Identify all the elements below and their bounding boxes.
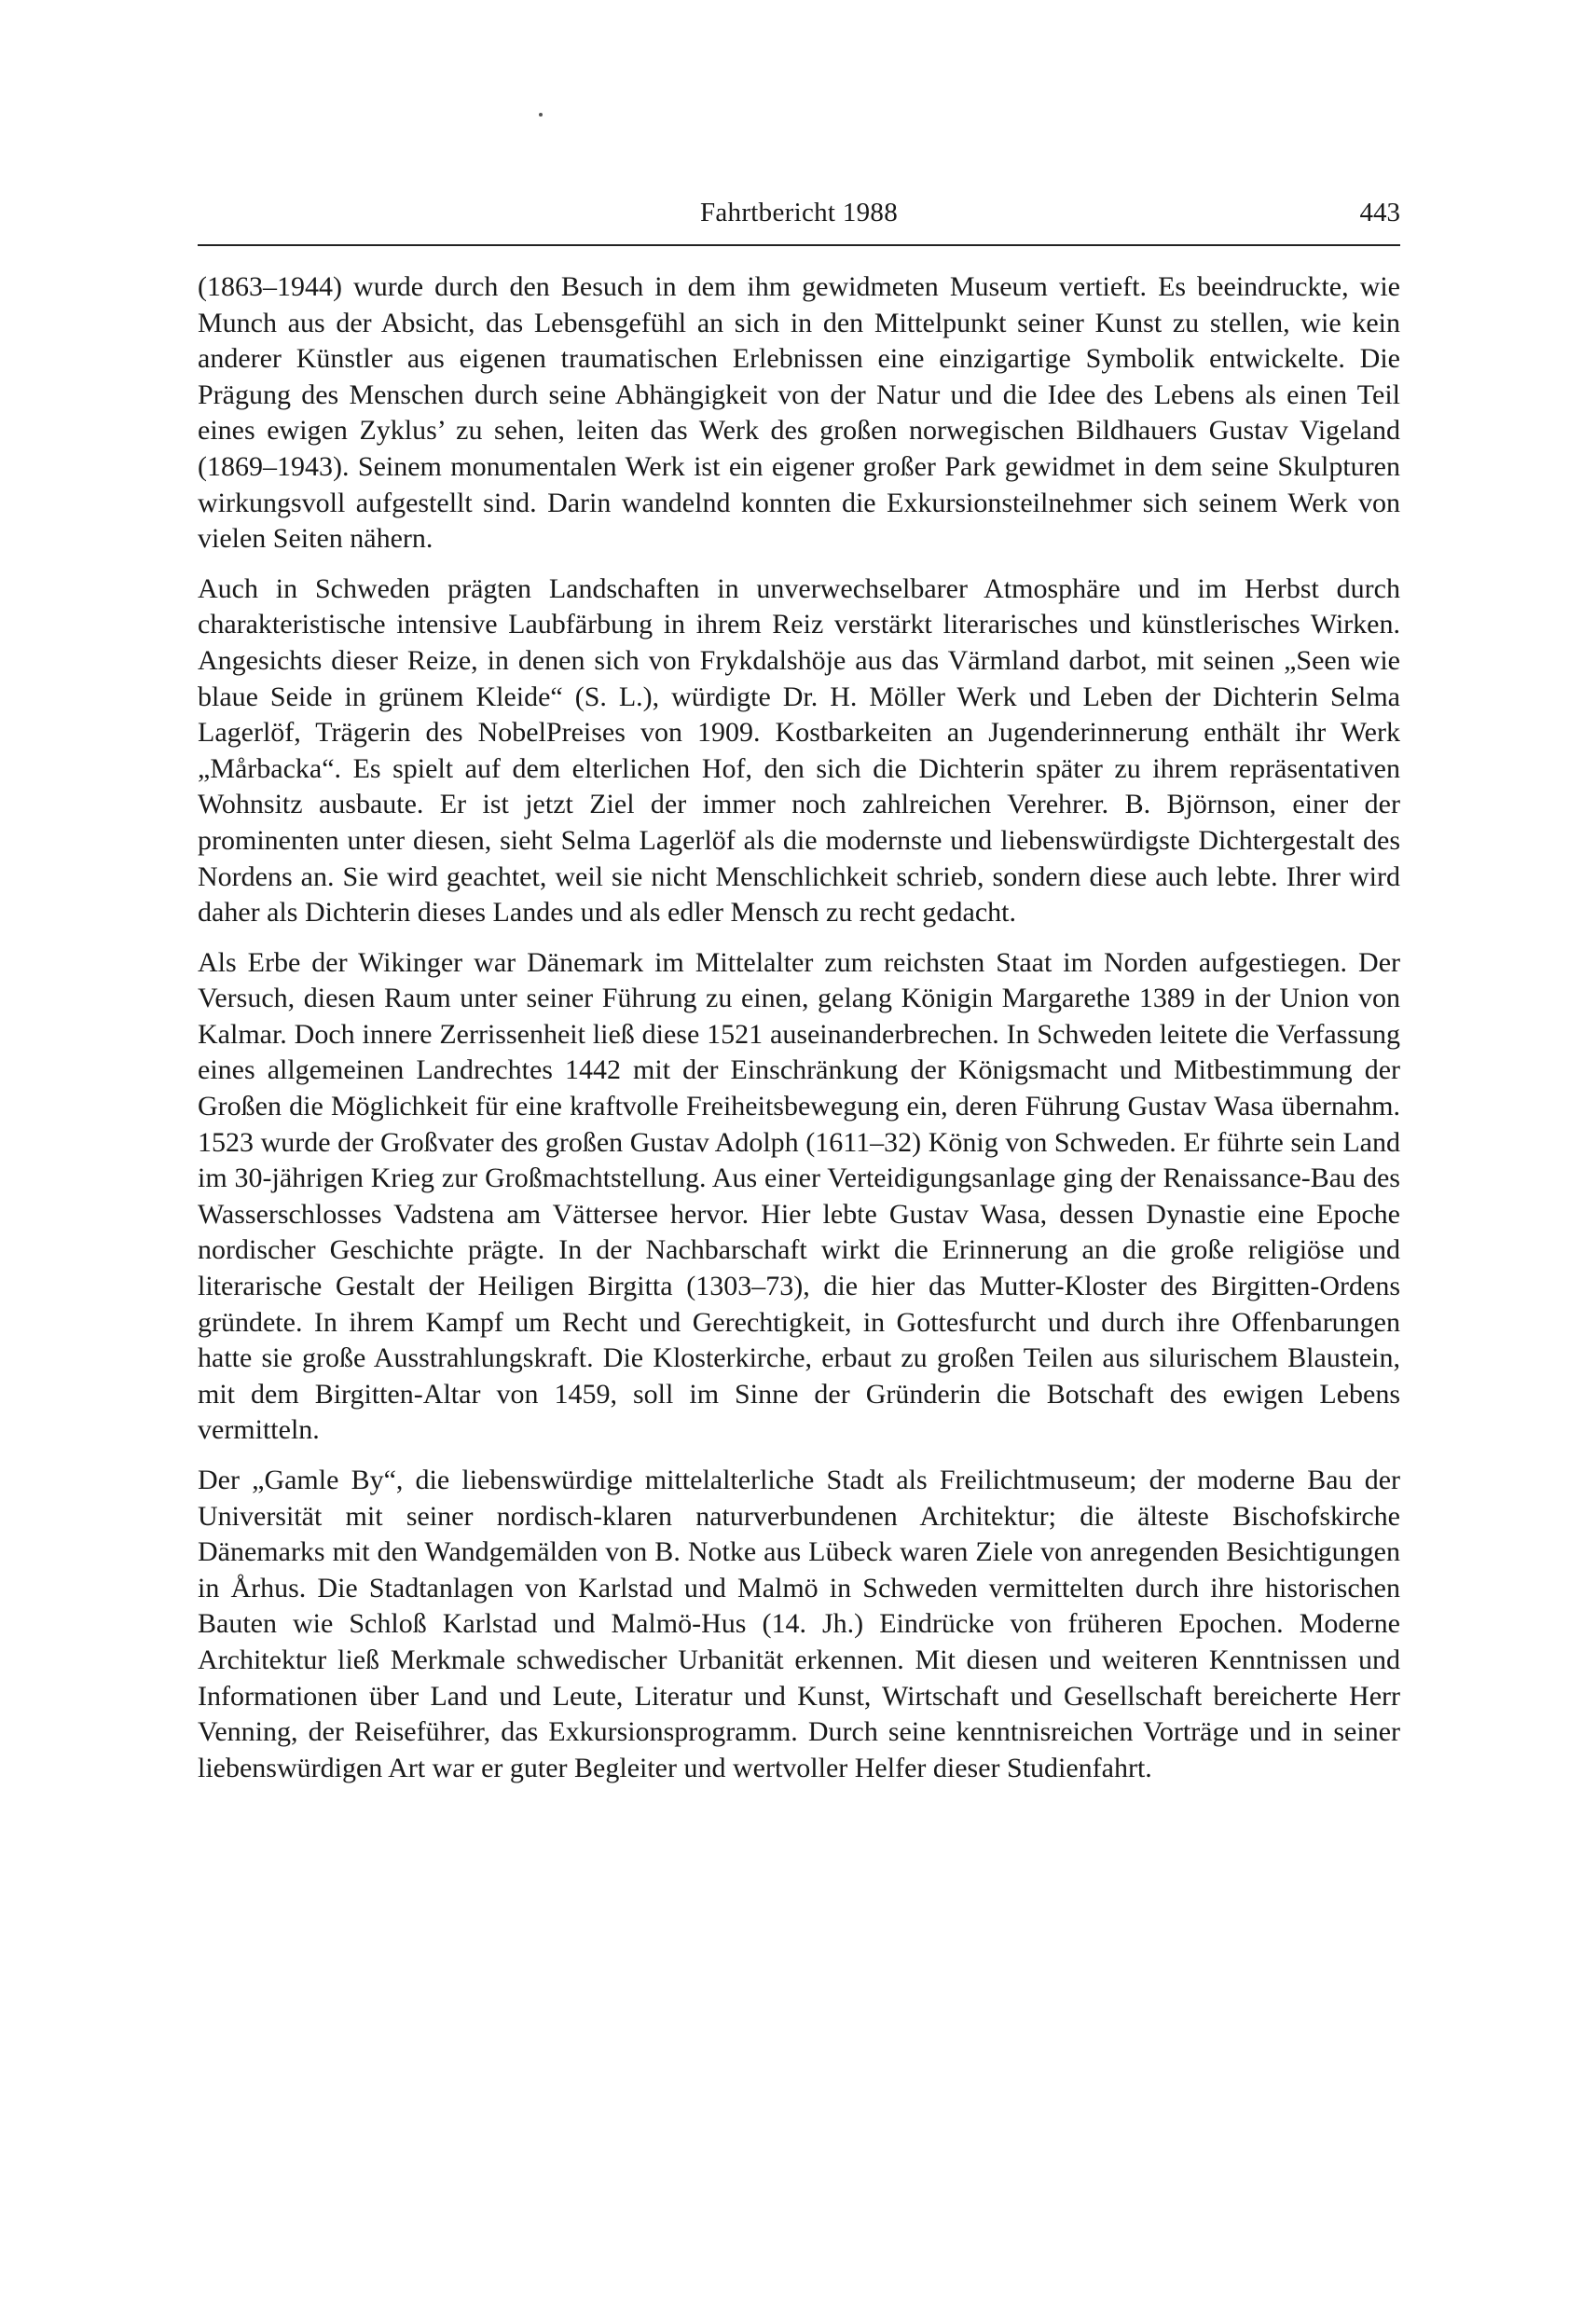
running-title: Fahrtbericht 1988: [699, 198, 899, 227]
header-rule: [198, 244, 1400, 246]
paragraph-cities: Der „Gamle By“, die liebenswürdige mittelalterliche Stadt als Freilichtmuseum; der moderne Bau der Universität mit seiner nordisch-klaren naturverbundenen Architektur; die älteste Bischofskirche Dänemarks mit den Wandgemälden von B. Notke aus Lübeck waren Ziele von anregenden Besichtigungen in Århus. Die Stadtanlagen von Karlstad und Malmö in Schweden vermittelten durch ihre historischen Bauten wie Schloß Karlstad und Malmö-Hus (14. Jh.) Eindrücke von früheren Epochen. Moderne Architektur ließ Merkmale schwedischer Urbanität erkennen. Mit diesen und weiteren Kenntnissen und Informationen über Land und Leute, Literatur und Kunst, Wirtschaft und Gesellschaft bereicherte Herr Venning, der Reiseführer, das Exkursionsprogramm. Durch seine kenntnisreichen Vorträge und in seiner liebenswürdigen Art war er guter Begleiter und wertvoller Helfer dieser Studienfahrt.: [198, 1465, 1400, 1783]
paragraph-munch-vigeland: (1863–1944) wurde durch den Besuch in dem ihm gewidmeten Museum vertieft. Es beeindruckte, wie Munch aus der Absicht, das Lebensgefühl an sich in den Mittelpunkt seiner Kunst zu stellen, wie kein anderer Künstler aus eigenen traumatischen Erlebnissen eine einzigartige Symbolik entwickelte. Die Prägung des Menschen durch seine Abhängigkeit von der Natur und die Idee des Lebens als einen Teil eines ewigen Zyklus’ zu sehen, leiten das Werk des großen norwegischen Bildhauers Gustav Vigeland (1869–1943). Seinem monumentalen Werk ist ein eigener großer Park gewidmet in dem seine Skulpturen wirkungsvoll aufgestellt sind. Darin wandelnd konnten die Exkursionsteilnehmer sich seinem Werk von vielen Seiten nähern.: [198, 271, 1400, 555]
body-text: [198, 269, 1400, 1800]
paragraph-history: Als Erbe der Wikinger war Dänemark im Mittelalter zum reichsten Staat im Norden aufgestiegen. Der Versuch, diesen Raum unter seiner Führung zu einen, gelang Königin Margarethe 1389 in der Union von Kalmar. Doch innere Zerrissenheit ließ diese 1521 auseinanderbrechen. In Schweden leitete die Verfassung eines allgemeinen Landrechtes 1442 mit der Einschränkung der Königsmacht und Mitbestimmung der Großen die Möglichkeit für eine kraftvolle Freiheitsbewegung ein, deren Führung Gustav Wasa übernahm. 1523 wurde der Großvater des großen Gustav Adolph (1611–32) König von Schweden. Er führte sein Land im 30-jährigen Krieg zur Großmachtstellung. Aus einer Verteidigungsanlage ging der Renaissance-Bau des Wasserschlosses Vadstena am Vättersee hervor. Hier lebte Gustav Wasa, dessen Dynastie eine Epoche nordischer Geschichte prägte. In der Nachbarschaft wirkt die Erinnerung an die große religiöse und literarische Gestalt der Heiligen Birgitta (1303–73), die hier das Mutter-Kloster des Birgitten-Ordens gründete. In ihrem Kampf um Recht und Gerechtigkeit, in Gottesfurcht und durch ihre Offenbarungen hatte sie große Ausstrahlungskraft. Die Klosterkirche, erbaut zu großen Teilen aus silurischem Blaustein, mit dem Birgitten-Altar von 1459, soll im Sinne der Gründerin die Botschaft des ewigen Lebens vermitteln.: [198, 946, 1400, 1446]
scan-speck: [539, 113, 543, 117]
paragraph-lagerloef: Auch in Schweden prägten Landschaften in unverwechselbarer Atmosphäre und im Herbst durch charakteristische intensive Laubfärbung in ihrem Reiz verstärkt literarisches und künstlerisches Wirken. Angesichts dieser Reize, in denen sich von Frykdalshöje aus das Värmland darbot, mit seinen „Seen wie blaue Seide in grünem Kleide“ (S. L.), würdigte Dr. H. Möller Werk und Leben der Dichterin Selma Lagerlöf, Trägerin des NobelPreises von 1909. Kostbarkeiten an Jugenderinnerung enthält ihr Werk „Mårbacka“. Es spielt auf dem elterlichen Hof, den sich die Dichterin später zu ihrem repräsentativen Wohnsitz ausbaute. Er ist jetzt Ziel der immer noch zahlreichen Verehrer. B. Björnson, einer der prominenten unter diesen, sieht Selma Lagerlöf als die modernste und liebenswürdigste Dichtergestalt des Nordens an. Sie wird geachtet, weil sie nicht Menschlichkeit schrieb, sondern diese auch lebte. Ihrer wird daher als Dichterin dieses Landes und als edler Mensch zu recht gedacht.: [198, 572, 1400, 929]
running-header: [198, 192, 1400, 233]
page-number: 443: [1359, 198, 1400, 227]
